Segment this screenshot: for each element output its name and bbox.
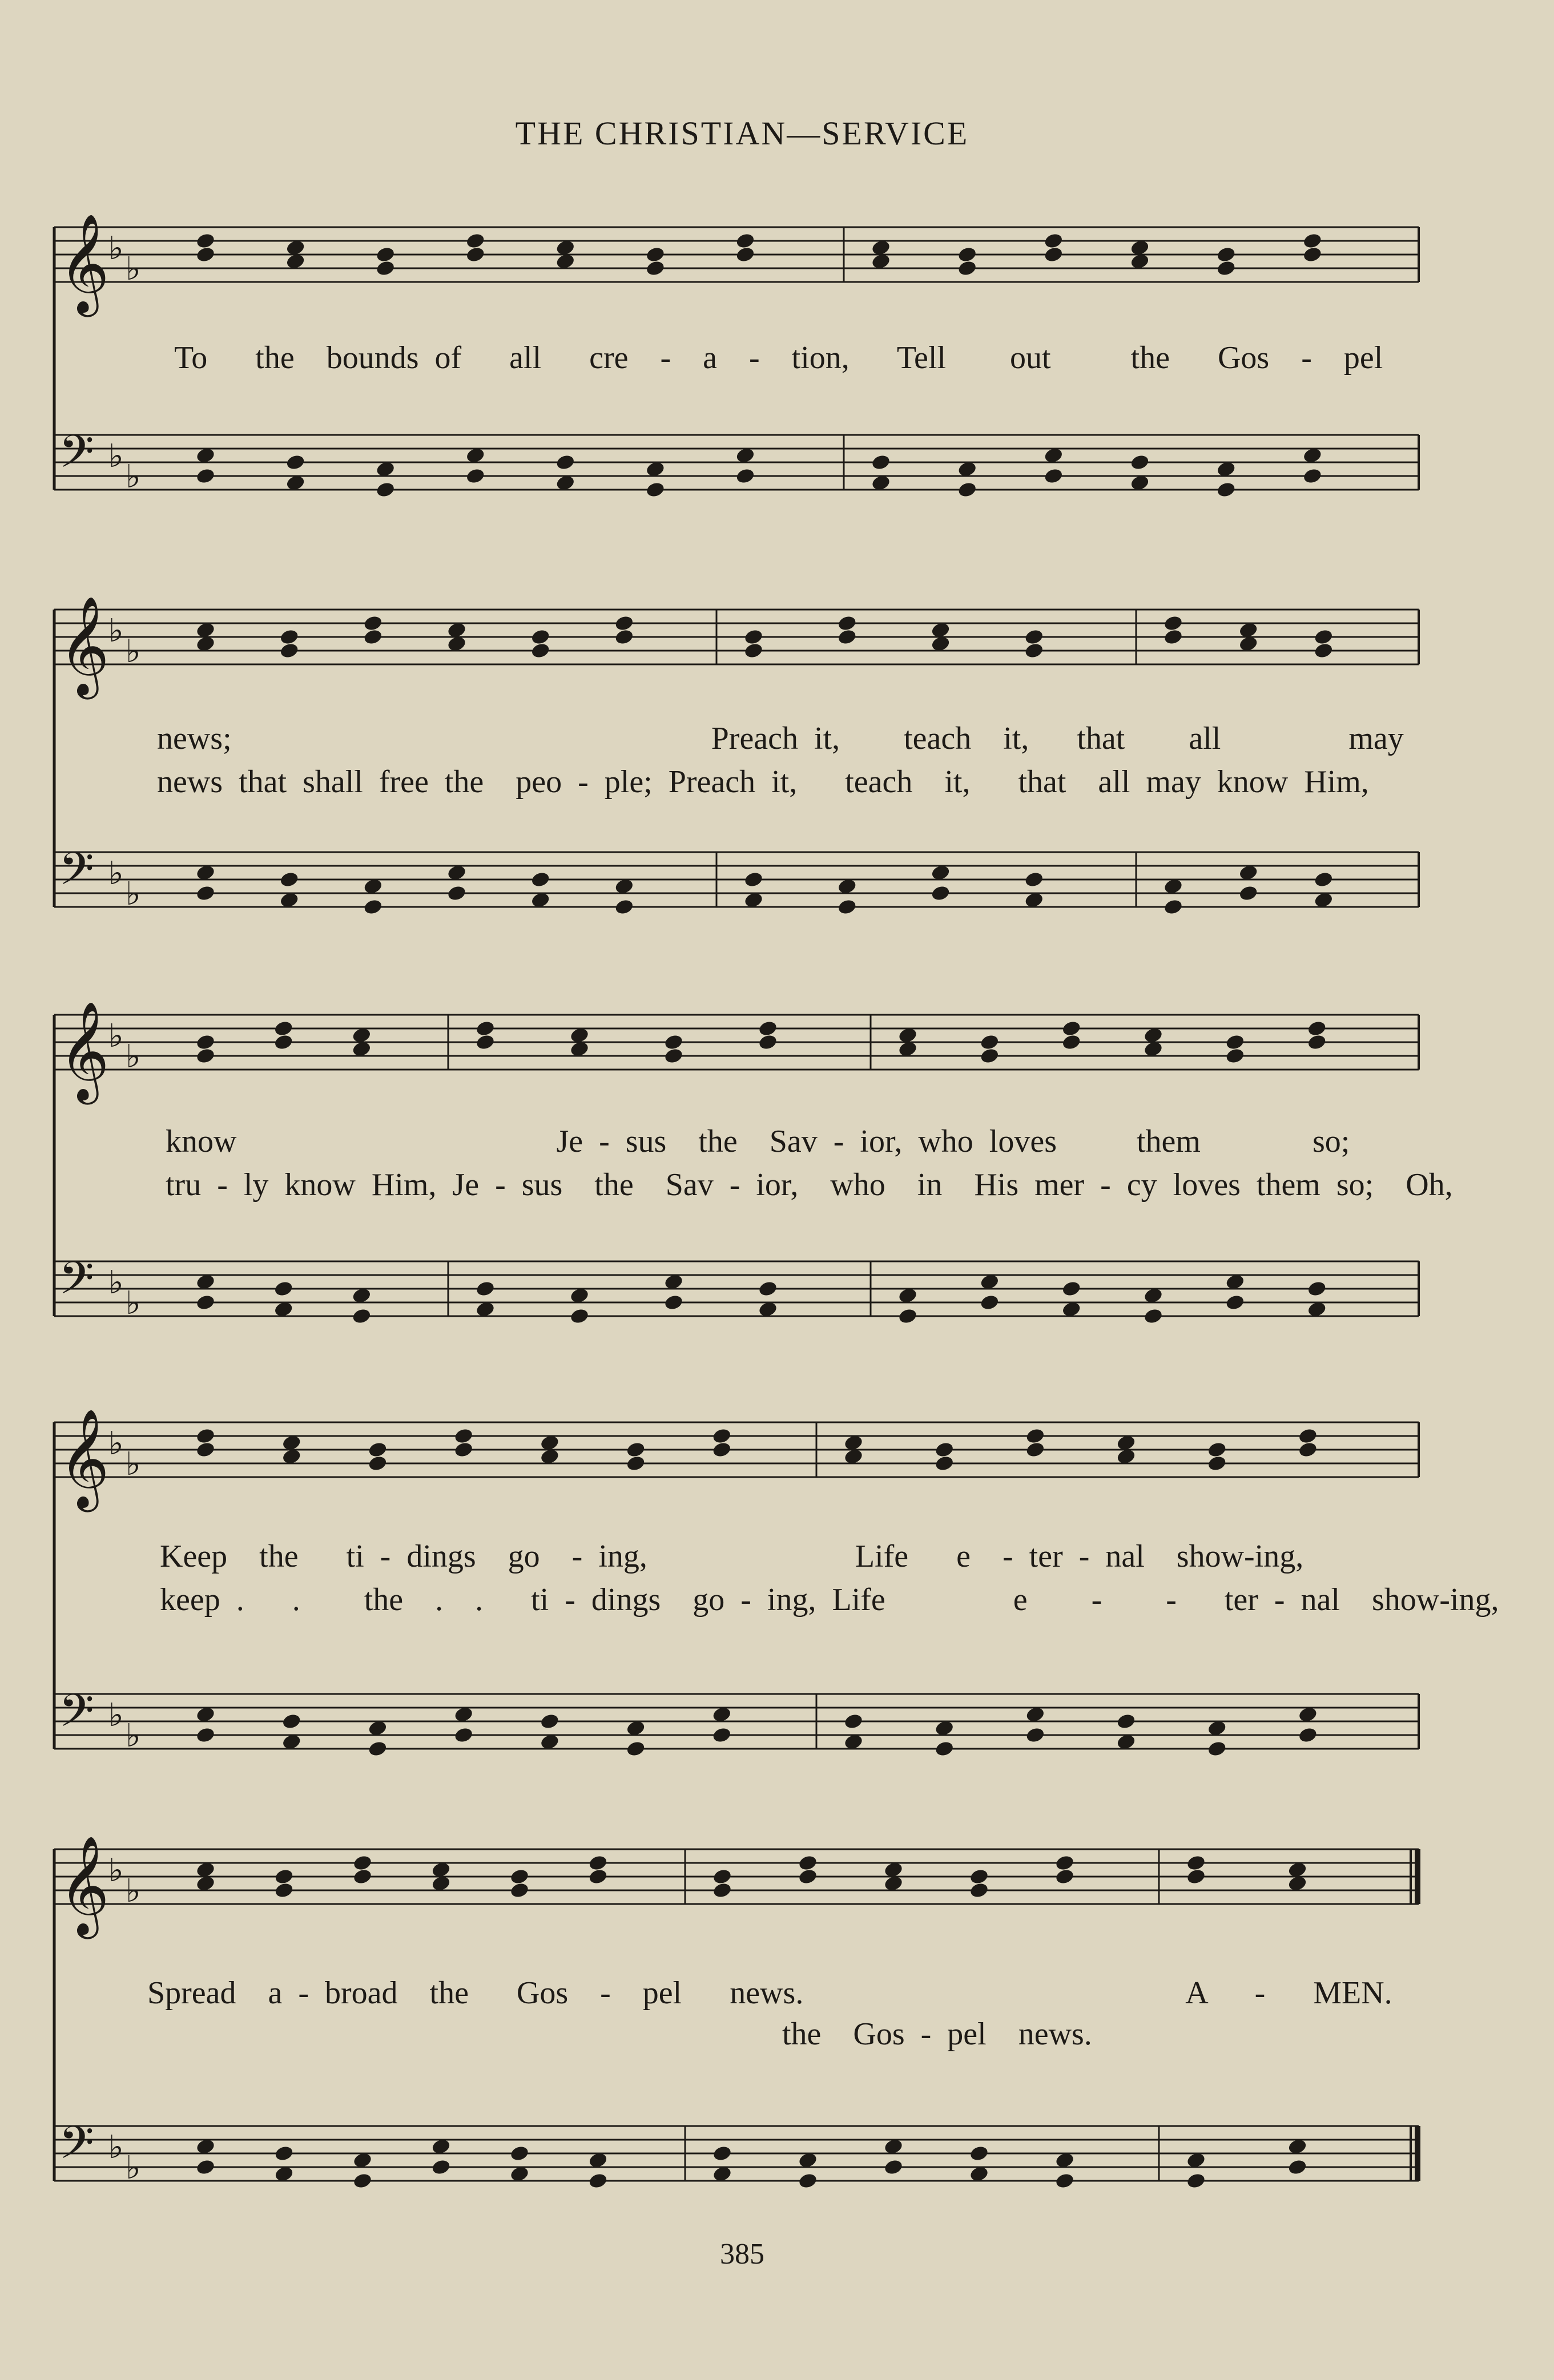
note-head [1163, 615, 1183, 632]
flat-icon: ♭ [126, 1285, 141, 1322]
note-head [195, 467, 216, 485]
note-head [614, 628, 634, 646]
note-head [530, 628, 551, 646]
note-head [735, 246, 756, 264]
note-head [645, 260, 666, 277]
flat-icon: ♭ [108, 1264, 124, 1301]
bass-clef-icon: 𝄢 [59, 842, 94, 906]
flat-icon: ♭ [126, 251, 141, 288]
note-head [645, 481, 666, 499]
flat-icon: ♭ [126, 458, 141, 495]
note-head [352, 2172, 373, 2190]
note-head [758, 1280, 778, 1298]
note-head [279, 628, 300, 646]
note-head [1143, 1308, 1164, 1325]
note-head [1238, 885, 1259, 902]
note-head [1307, 1280, 1327, 1298]
flat-icon: ♭ [126, 2149, 141, 2187]
note-head [1207, 1740, 1227, 1758]
note-head [530, 871, 551, 889]
note-head [1307, 1034, 1327, 1051]
note-head [957, 481, 977, 499]
flat-icon: ♭ [108, 1852, 124, 1889]
note-head [871, 454, 891, 471]
lyric-line-s3-v2: tru - ly know Him, Je - sus the Sav - ior, who in His mer - cy loves them so; Oh, [166, 1167, 1453, 1203]
note-head [1225, 1294, 1245, 1312]
note-head [475, 1280, 496, 1298]
note-head [711, 1427, 732, 1445]
note-head [1216, 260, 1237, 277]
note-head [1054, 2172, 1075, 2190]
note-head [281, 1713, 302, 1730]
note-head [837, 615, 857, 632]
note-head [509, 1868, 530, 1886]
note-head [979, 1294, 1000, 1312]
note-head [195, 1294, 216, 1312]
note-head [195, 885, 216, 902]
lyric-line-s2-v1: news; Preach it, teach it, that all may [157, 721, 1404, 756]
flat-icon: ♭ [108, 2129, 124, 2166]
note-head [446, 885, 467, 902]
note-head [743, 628, 764, 646]
note-head [798, 1854, 818, 1872]
flat-icon: ♭ [126, 1717, 141, 1754]
note-head [363, 615, 383, 632]
note-head [1061, 1280, 1082, 1298]
note-head [1207, 1441, 1227, 1459]
note-head [1186, 1868, 1206, 1886]
note-head [368, 1740, 388, 1758]
note-head [1043, 467, 1064, 485]
note-head [1163, 628, 1183, 646]
note-head [712, 2145, 732, 2163]
note-head [934, 1455, 955, 1473]
treble-clef-icon: 𝄞 [59, 596, 110, 695]
note-head [195, 2159, 216, 2176]
note-head [1024, 871, 1044, 889]
note-head [465, 232, 486, 250]
note-head [969, 1882, 989, 1899]
note-head [837, 628, 857, 646]
note-head [712, 1868, 732, 1886]
note-head [540, 1713, 560, 1730]
flat-icon: ♭ [126, 1873, 141, 1910]
flat-icon: ♭ [108, 1425, 124, 1462]
note-head [663, 1034, 684, 1051]
flat-icon: ♭ [126, 1446, 141, 1483]
lyric-line-s5-v2: the Gos - pel news. [782, 2016, 1092, 2052]
note-head [897, 1308, 918, 1325]
note-head [969, 2145, 989, 2163]
note-head [465, 246, 486, 264]
note-head [279, 642, 300, 660]
note-head [1313, 628, 1334, 646]
note-head [1302, 246, 1323, 264]
flat-icon: ♭ [108, 855, 124, 892]
note-head [743, 642, 764, 660]
note-head [1207, 1455, 1227, 1473]
lyric-line-s4-v1: Keep the ti - dings go - ing, Life e - ter - nal show-ing, [160, 1539, 1304, 1574]
note-head [273, 1020, 294, 1038]
note-head [588, 1854, 609, 1872]
note-head [431, 2159, 452, 2176]
note-head [837, 898, 857, 916]
note-head [957, 260, 977, 277]
note-head [195, 1034, 216, 1051]
note-head [735, 232, 756, 250]
note-head [475, 1020, 496, 1038]
note-head [569, 1308, 590, 1325]
note-head [195, 1047, 216, 1065]
note-head [1024, 642, 1044, 660]
note-head [712, 1882, 732, 1899]
note-head [285, 454, 306, 471]
note-head [1054, 1854, 1075, 1872]
note-head [957, 246, 977, 264]
note-head [1216, 481, 1237, 499]
note-head [1186, 2172, 1206, 2190]
note-head [530, 642, 551, 660]
note-head [969, 1868, 989, 1886]
lyric-line-s1-v1: To the bounds of all cre - a - tion, Tell out the Gos - pel [174, 340, 1383, 376]
note-head [626, 1441, 646, 1459]
note-head [352, 1854, 373, 1872]
treble-clef-icon: 𝄞 [59, 213, 110, 313]
note-head [1043, 246, 1064, 264]
treble-clef-icon: 𝄞 [59, 1409, 110, 1508]
flat-icon: ♭ [126, 633, 141, 670]
note-head [979, 1034, 1000, 1051]
note-head [1313, 642, 1334, 660]
note-head [1054, 1868, 1075, 1886]
note-head [1313, 871, 1334, 889]
note-head [663, 1047, 684, 1065]
note-head [1025, 1441, 1045, 1459]
note-head [509, 1882, 530, 1899]
note-head [351, 1308, 372, 1325]
note-head [588, 1868, 609, 1886]
flat-icon: ♭ [126, 876, 141, 913]
note-head [274, 2145, 295, 2163]
note-head [1225, 1047, 1245, 1065]
note-head [363, 628, 383, 646]
note-head [1225, 1034, 1245, 1051]
note-head [375, 246, 396, 264]
note-head [279, 871, 300, 889]
note-head [274, 1868, 295, 1886]
note-head [475, 1034, 496, 1051]
note-head [1307, 1020, 1327, 1038]
treble-clef-icon: 𝄞 [59, 1001, 110, 1100]
note-head [614, 615, 634, 632]
note-head [843, 1713, 864, 1730]
flat-icon: ♭ [108, 438, 124, 475]
note-head [1130, 454, 1150, 471]
note-head [588, 2172, 609, 2190]
note-head [555, 454, 575, 471]
note-head [274, 1882, 295, 1899]
note-head [711, 1441, 732, 1459]
note-head [934, 1441, 955, 1459]
lyric-line-s2-v2: news that shall free the peo - ple; Preach it, teach it, that all may know Him, [157, 764, 1369, 800]
note-head [1043, 232, 1064, 250]
lyric-line-s5-v1: Spread a - broad the Gos - pel news. A - MEN. [147, 1975, 1392, 2011]
note-head [758, 1020, 778, 1038]
flat-icon: ♭ [108, 1018, 124, 1055]
flat-icon: ♭ [108, 1697, 124, 1734]
page-title: THE CHRISTIAN—SERVICE [515, 115, 969, 152]
note-head [614, 898, 634, 916]
note-head [735, 467, 756, 485]
note-head [273, 1280, 294, 1298]
note-head [979, 1047, 1000, 1065]
note-head [195, 232, 216, 250]
note-head [453, 1726, 474, 1744]
note-head [1025, 1726, 1045, 1744]
note-head [1302, 232, 1323, 250]
note-head [743, 871, 764, 889]
bass-clef-icon: 𝄢 [59, 1684, 94, 1748]
note-head [368, 1455, 388, 1473]
note-head [375, 260, 396, 277]
note-head [1302, 467, 1323, 485]
note-head [1116, 1713, 1137, 1730]
note-head [368, 1441, 388, 1459]
note-head [1298, 1726, 1318, 1744]
note-head [626, 1455, 646, 1473]
bass-clef-icon: 𝄢 [59, 2116, 94, 2180]
note-head [453, 1441, 474, 1459]
note-head [195, 246, 216, 264]
note-head [1216, 246, 1237, 264]
note-head [1298, 1427, 1318, 1445]
note-head [195, 1427, 216, 1445]
bass-clef-icon: 𝄢 [59, 1252, 94, 1316]
note-head [1025, 1427, 1045, 1445]
note-head [1298, 1441, 1318, 1459]
note-head [798, 1868, 818, 1886]
flat-icon: ♭ [126, 1038, 141, 1075]
note-head [758, 1034, 778, 1051]
lyric-line-s3-v1: know Je - sus the Sav - ior, who loves them so; [166, 1124, 1350, 1159]
note-head [195, 1441, 216, 1459]
note-head [273, 1034, 294, 1051]
treble-clef-icon: 𝄞 [59, 1836, 110, 1935]
note-head [1061, 1034, 1082, 1051]
note-head [509, 2145, 530, 2163]
note-head [1186, 1854, 1206, 1872]
lyric-line-s4-v2: keep . . the . . ti - dings go - ing, Life e - - ter - nal show-ing, [160, 1582, 1499, 1617]
note-head [645, 246, 666, 264]
note-head [626, 1740, 646, 1758]
note-head [934, 1740, 955, 1758]
note-head [195, 1726, 216, 1744]
note-head [1163, 898, 1183, 916]
note-head [883, 2159, 904, 2176]
note-head [711, 1726, 732, 1744]
note-head [375, 481, 396, 499]
note-head [1287, 2159, 1308, 2176]
note-head [1061, 1020, 1082, 1038]
note-head [465, 467, 486, 485]
note-head [663, 1294, 684, 1312]
note-head [1024, 628, 1044, 646]
note-head [931, 885, 951, 902]
page-number: 385 [720, 2238, 764, 2270]
note-head [798, 2172, 818, 2190]
note-head [352, 1868, 373, 1886]
note-head [453, 1427, 474, 1445]
note-head [363, 898, 383, 916]
bass-clef-icon: 𝄢 [59, 425, 94, 489]
flat-icon: ♭ [108, 612, 124, 650]
flat-icon: ♭ [108, 230, 124, 267]
